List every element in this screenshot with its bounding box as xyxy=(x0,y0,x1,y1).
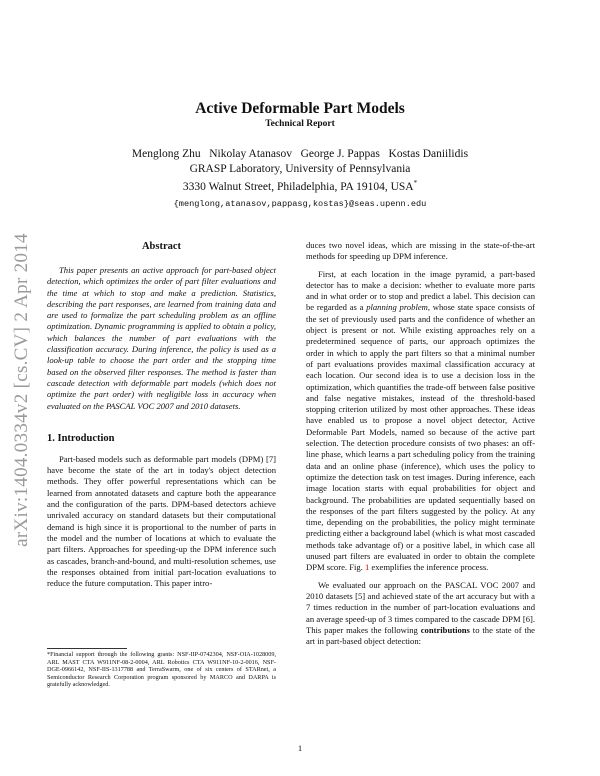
funding-footnote: *Financial support through the following grants: NSF-IIP-0742304, NSF-OIA-1028009, ARL MAST CTA W911NF-08-2-0004, ARL Robotics CTA W911NF-10-2-0016, NSF-DGE-0966142, NSF-IIS-1317788 and TerraSwarm, one of six centers of STARnet, a Semiconductor Research Corporation program sponsored by MARCO and DARPA is gratefully acknowledged. xyxy=(47,651,276,689)
abstract-heading: Abstract xyxy=(141,241,182,252)
affiliation-footnote-mark: * xyxy=(413,179,418,187)
arxiv-stamp xyxy=(0,190,44,590)
evaluation-text-b: to the state of the art in part-based object detection: xyxy=(306,624,535,647)
author-list: Menglong Zhu Nikolay Atanasov George J. Pappas Kostas Daniilidis xyxy=(131,148,469,160)
evaluation-text-a: We evaluated our approach on the PASCAL VOC 2007 and 2010 datasets [5] and achieved state of the art accuracy but with a 7 times reduction in the number of part-location evaluations and an average speed-up of 3 times compared to the cascade DPM [6]. This paper makes the following xyxy=(306,579,535,635)
abstract-text: This paper presents an active approach for part-based object detection, which optimizes the order of part filter evaluations and the time at which to stop and make a prediction. Statistics, describing the part responses, are learned from training data and are used to formalize the part scheduling problem as an offline optimization. Dynamic programming is applied to obtain a policy, which balances the number of part evaluations with the classification accuracy. During inference, the policy is used as a look-up table to choose the part order and the stopping time based on the observed filter responses. The method is faster than cascade detection with deformable part models (which does not optimize the part order) with negligible loss in accuracy when evaluated on the PASCAL VOC 2007 and 2010 datasets. xyxy=(47,265,276,411)
planning-text-b: , whose state space consists of the set of previously used parts and the confidence of whether an object is present or not. While existing approaches rely on a predetermined sequence of parts, our approach optimizes the order in which to apply the part filters so that a minimal number of part evaluations provides maximal classification accuracy at each location. Our second idea is to use a decision loss in the optimization, which quantifies the trade-off between false positive and false negative mistakes, instead of the threshold-based stopping criterion utilized by most other approaches. These ideas have enabled us to propose a novel object detector, Active Deformable Part Models, named so because of the active part selection. The detection procedure consists of two phases: an off-line phase, which learns a part scheduling policy from the training data and an online phase (inference), which uses the policy to optimize the detection task on test images. During inference, each image location starts with equal probabilities for object and background. The probabilities are updated sequentially based on the responses of the part filters suggested by the policy. At any time, depending on the probabilities, the policy might terminate predicting either a background label (which is what most cascaded methods take advantage of) or a positive label, in which case all unused part filters are evaluated in order to obtain the complete DPM score. Fig. xyxy=(306,302,535,573)
footnote-rule xyxy=(47,648,127,649)
introduction-paragraph: Part-based models such as deformable part models (DPM) [7] have become the state of the art in today's object detection methods. They offer powerful representations which can be learned from annotated datasets and capture both the appearance and the configuration of the parts. DPM-based detectors achieve unrivaled accuracy on standard datasets but their computational demand is high since it is proportional to the number of parts in the model and the number of locations at which to evaluate the part filters. Approaches for speeding-up the DPM inference such as cascades, branch-and-bound, and multi-resolution schemes, use the responses obtained from initial part-location evaluations to reduce the future computation. This paper intro- xyxy=(47,453,276,589)
figure-1-link[interactable]: 1 xyxy=(364,562,370,573)
affiliation-lab: GRASP Laboratory, University of Pennsylvania xyxy=(189,162,411,175)
paper-header xyxy=(60,100,540,211)
left-column xyxy=(47,240,276,589)
paper-subtitle: Technical Report xyxy=(265,119,335,129)
planning-text-a: First, at each location in the image pyramid, a part-based detector has to make a decision: whether to evaluate more parts and in what order or to stop and predict a label. This decision can be regarded as a xyxy=(306,268,535,313)
affiliation-address-text: 3330 Walnut Street, Philadelphia, PA 19104, USA xyxy=(182,180,414,193)
right-paragraph-continued: duces two novel ideas, which are missing in the state-of-the-art methods for speeding up DPM inference. xyxy=(306,240,535,262)
page-number: 1 xyxy=(297,743,303,753)
affiliation-address xyxy=(60,176,540,194)
planning-problem-term: planning problem xyxy=(366,302,428,313)
introduction-heading: 1. Introduction xyxy=(47,432,115,444)
arxiv-stamp-text: arXiv:1404.0334v2 [cs.CV] 2 Apr 2014 xyxy=(11,233,32,547)
planning-text-c: exemplifies the inference process. xyxy=(369,562,489,573)
right-paragraph-planning xyxy=(306,269,535,574)
right-paragraph-evaluation xyxy=(306,580,535,648)
right-column xyxy=(306,240,535,647)
paper-title: Active Deformable Part Models xyxy=(195,100,405,117)
contributions-term: contributions xyxy=(420,624,470,635)
author-emails: {menglong,atanasov,pappasg,kostas}@seas.upenn.edu xyxy=(173,199,427,210)
